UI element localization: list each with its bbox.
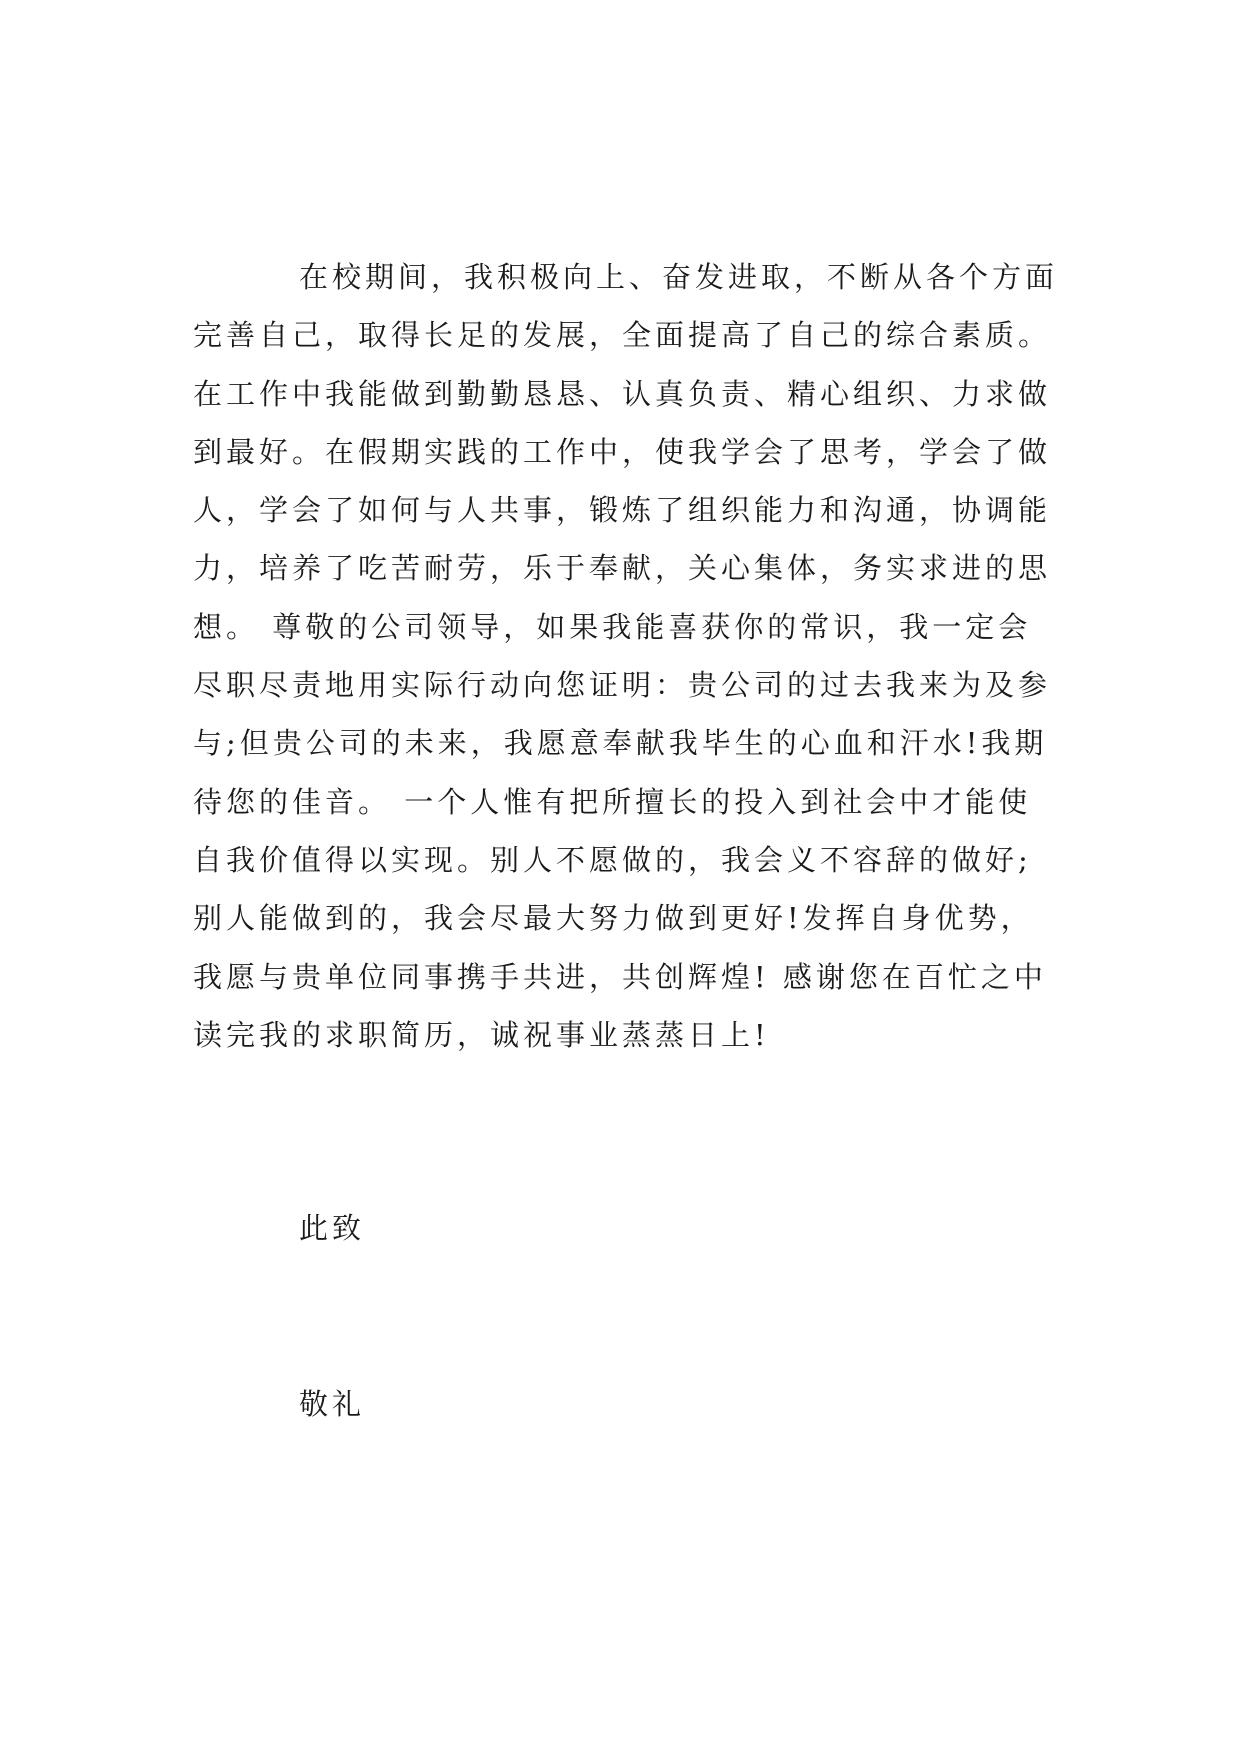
body-line-4: 到最好。在假期实践的工作中，使我学会了思考，学会了做	[193, 434, 1052, 469]
body-line-14: 读完我的求职简历，诚祝事业蒸蒸日上!	[193, 1017, 770, 1052]
body-line-9: 与;但贵公司的未来，我愿意奉献我毕生的心血和汗水!我期	[193, 726, 1048, 761]
body-line-8: 尽职尽责地用实际行动向您证明：贵公司的过去我来为及参	[193, 668, 1052, 703]
body-line-1: 在校期间，我积极向上、奋发进取，不断从各个方面	[299, 260, 1059, 294]
closing-regards: 敬礼	[299, 1387, 366, 1421]
body-line-13: 我愿与贵单位同事携手共进，共创辉煌! 感谢您在百忙之中	[193, 959, 1047, 994]
body-line-11: 自我价值得以实现。别人不愿做的，我会义不容辞的做好;	[193, 842, 1032, 877]
body-line-5: 人，学会了如何与人共事，锻炼了组织能力和沟通，协调能	[193, 493, 1052, 528]
body-line-10: 待您的佳音。 一个人惟有把所擅长的投入到社会中才能使	[193, 784, 1032, 819]
body-line-12: 别人能做到的，我会尽最大努力做到更好!发挥自身优势，	[193, 901, 1034, 936]
closing-salutation: 此致	[299, 1211, 366, 1245]
body-line-6: 力，培养了吃苦耐劳，乐于奉献，关心集体，务实求进的思	[193, 551, 1052, 586]
body-line-3: 在工作中我能做到勤勤恳恳、认真负责、精心组织、力求做	[193, 376, 1052, 411]
letter-body	[193, 248, 1073, 1064]
body-line-7: 想。 尊敬的公司领导，如果我能喜获你的常识，我一定会	[193, 609, 1032, 644]
body-line-2: 完善自己，取得长足的发展，全面提高了自己的综合素质。	[193, 318, 1052, 353]
